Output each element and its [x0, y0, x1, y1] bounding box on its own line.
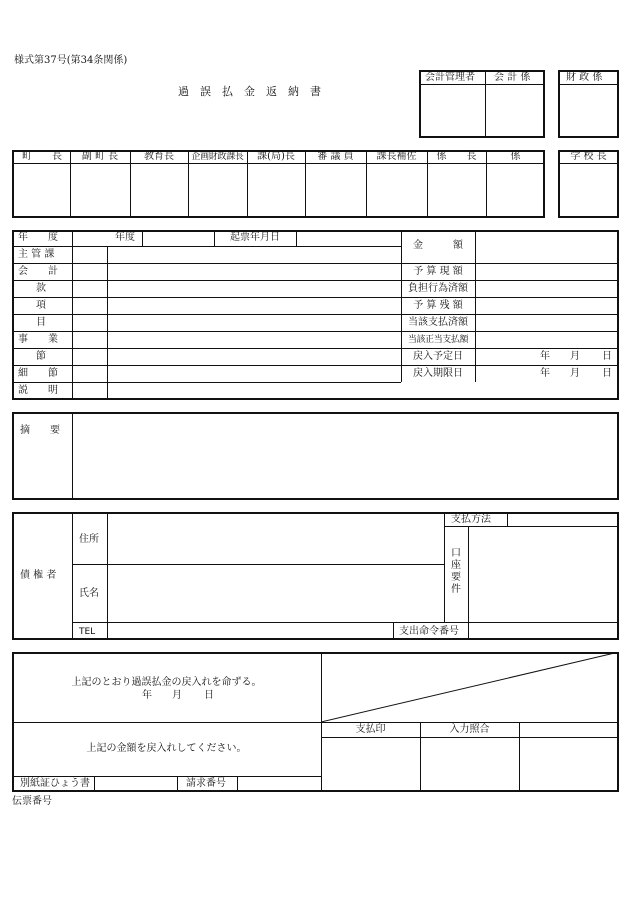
label-kakari: 係: [510, 151, 521, 162]
label-fuku-cho: 副 町 長: [81, 151, 119, 162]
budget-table: [12, 230, 619, 400]
label-name: 氏名: [79, 588, 99, 599]
label-ka-kyoku-cho: 課(局)長: [257, 151, 295, 162]
label-reinyu-kigen: 戻入期限日: [413, 368, 463, 379]
label-kyoikucho: 教育長: [144, 151, 174, 162]
label-year: 年: [540, 351, 550, 362]
label-saisetsu: 細 節: [18, 368, 58, 379]
label-shiharai-zumi: 当該支払済額: [408, 317, 468, 328]
label-kikaku-zaisei: 企画財政課長: [191, 152, 244, 162]
label-futan-koi: 負担行為済額: [408, 283, 468, 294]
label-reinyu-yotei: 戻入予定日: [413, 351, 463, 362]
label-kaikei: 会 計: [18, 266, 58, 277]
label-tel: TEL: [79, 627, 96, 637]
label-order-no: 支出命令番号: [399, 626, 459, 637]
order-year: 年: [142, 690, 152, 701]
label-ko: 項: [36, 300, 46, 311]
label-seito-shiharai: 当該正当支払額: [407, 335, 469, 345]
label-yosan-zangaku: 予 算 残 額: [413, 300, 463, 311]
label-kacho-hosa: 課長補佐: [376, 151, 417, 162]
request-text: 上記の金額を戻入れしてください。: [86, 743, 247, 754]
label-zaisei-kakari: 財 政 係: [566, 72, 603, 83]
label-year-2: 年: [540, 368, 550, 379]
label-setsu: 節: [36, 351, 46, 362]
label-input-check: 入力照合: [449, 724, 490, 735]
label-saikensha: 債 権 者: [20, 570, 57, 581]
summary-box: [12, 412, 619, 500]
order-day: 日: [204, 690, 214, 701]
form-title: 過 誤 払 金 返 納 書: [178, 85, 321, 98]
label-gakkocho: 学 校 長: [570, 151, 607, 162]
label-jigyo: 事 業: [18, 334, 58, 345]
label-address: 住所: [79, 534, 99, 545]
label-account-req: 口座要件: [451, 548, 461, 595]
label-setsumei: 説 明: [18, 385, 58, 396]
label-invoice-no: 請求番号: [186, 778, 226, 789]
label-pay-seal: 支払印: [355, 724, 386, 735]
label-kingaku: 金 額: [413, 240, 463, 251]
label-shingiin: 審 議 員: [317, 151, 354, 162]
order-month: 月: [172, 690, 182, 701]
form-number: 様式第37号(第34条関係): [14, 55, 128, 66]
label-moku: 目: [36, 317, 46, 328]
label-slip-no: 伝票番号: [12, 796, 52, 807]
label-nendo: 年度: [115, 232, 135, 243]
label-voucher: 別紙証ひょう書: [20, 778, 90, 789]
label-kan: 款: [36, 283, 46, 294]
label-shukan-ka: 主 管 課: [18, 249, 55, 260]
label-cho: 町 長: [22, 151, 62, 162]
label-payment-method: 支払方法: [451, 514, 491, 525]
label-nendo-row: 年 度: [18, 232, 58, 243]
label-kaikei-kanrisha: 会計管理者: [425, 72, 475, 83]
creditor-box: [12, 512, 619, 640]
label-month: 月: [570, 351, 580, 362]
label-month-2: 月: [570, 368, 580, 379]
label-kaikei-kakari: 会 計 係: [494, 72, 531, 83]
label-tekiyo: 摘 要: [20, 425, 60, 436]
label-day: 日: [602, 351, 612, 362]
order-text: 上記のとおり過誤払金の戻入れを命ずる。: [71, 677, 262, 688]
diagonal-line: [321, 652, 619, 722]
label-day-2: 日: [602, 368, 612, 379]
label-kihyo-date: 起票年月日: [230, 232, 280, 243]
label-yosan-gengaku: 予 算 現 額: [413, 266, 463, 277]
label-kakaricho: 係 長: [436, 151, 477, 162]
